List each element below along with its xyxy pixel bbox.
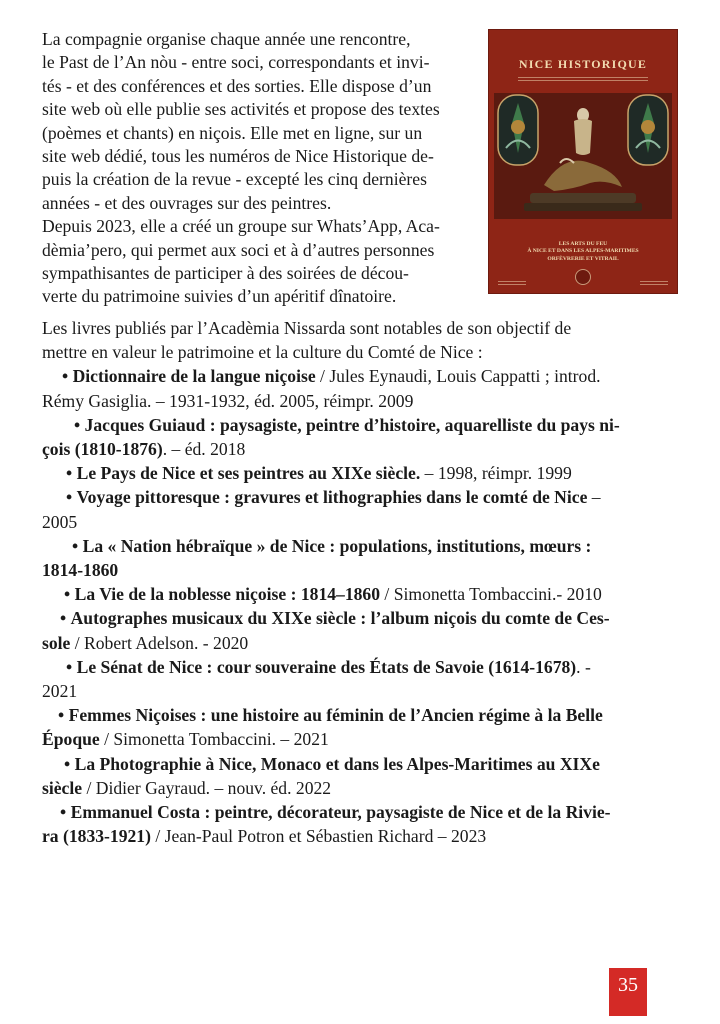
intro-line: puis la création de la revue - excepté les cinq dernières xyxy=(42,169,427,190)
book-title: La Photographie à Nice, Monaco et dans les Alpes-Maritimes au XIXe xyxy=(74,753,600,774)
book-entry-line xyxy=(42,437,678,461)
bullet: • xyxy=(66,463,73,484)
book-title: La « Nation hébraïque » de Nice : populations, institutions, mœurs : xyxy=(82,535,592,556)
book-entry xyxy=(42,461,678,485)
book-entry-line xyxy=(42,679,678,703)
cover-theme xyxy=(496,241,670,263)
intro-line: années - et des ouvrages sur des peintres. xyxy=(42,192,332,213)
book-entry-line xyxy=(42,752,678,776)
bullet: • xyxy=(60,608,67,629)
book-entry xyxy=(42,364,678,412)
intro-paragraph xyxy=(42,28,454,309)
book-title-continued: sole xyxy=(42,632,71,653)
book-details: / Jean-Paul Potron et Sébastien Richard – 2023 xyxy=(150,826,487,847)
book-entry-line xyxy=(42,510,678,534)
intro-line: site web dédié, tous les numéros de Nice Historique de- xyxy=(42,146,434,167)
book-details: . – éd. 2018 xyxy=(162,439,246,460)
book-title-continued: ra (1833-1921) xyxy=(42,826,151,847)
book-entry xyxy=(42,606,678,654)
bullet: • xyxy=(74,414,81,435)
cover-footer-right xyxy=(640,281,668,285)
intro-line: le Past de l’An nòu - entre soci, correspondants et invi- xyxy=(42,52,430,73)
cover-artwork xyxy=(494,93,672,219)
book-title-continued: Époque xyxy=(42,729,100,750)
book-title: Autographes musicaux du XIXe siècle : l’album niçois du comte de Ces- xyxy=(70,608,610,629)
intro-line: (poèmes et chants) en niçois. Elle met en ligne, sur un xyxy=(42,122,423,143)
book-details: 2021 xyxy=(42,681,78,702)
cover-seal xyxy=(575,269,591,285)
intro-line: verte du patrimoine suivies d’un apéritif dînatoire. xyxy=(42,286,397,307)
book-entry xyxy=(42,413,678,461)
publications-intro-line: mettre en valeur le patrimoine et la culture du Comté de Nice : xyxy=(42,342,483,363)
book-details: . - xyxy=(576,656,591,677)
book-entry xyxy=(42,752,678,800)
book-title: Dictionnaire de la langue niçoise xyxy=(72,366,316,387)
book-entry-line xyxy=(42,364,678,388)
book-entry-line xyxy=(42,413,678,437)
book-title: Femmes Niçoises : une histoire au féminin de l’Ancien régime à la Belle xyxy=(68,705,603,726)
intro-line: Depuis 2023, elle a créé un groupe sur Whats’App, Aca- xyxy=(42,216,440,237)
cover-theme-line: ORFÈVRERIE ET VITRAIL xyxy=(547,255,619,262)
book-title: Emmanuel Costa : peintre, décorateur, paysagiste de Nice et de la Rivie- xyxy=(70,802,611,823)
book-entry-line xyxy=(42,485,678,509)
book-entry-line xyxy=(42,824,678,848)
bullet: • xyxy=(72,535,79,556)
book-details: / Simonetta Tombaccini.- 2010 xyxy=(380,584,602,605)
book-entry-line xyxy=(42,461,678,485)
book-details: Rémy Gasiglia. – 1931-1932, éd. 2005, réimpr. 2009 xyxy=(42,390,414,411)
book-details: / Robert Adelson. - 2020 xyxy=(70,632,249,653)
bullet: • xyxy=(66,656,73,677)
cover-theme-line: LES ARTS DU FEU xyxy=(558,241,608,247)
bullet: • xyxy=(64,584,71,605)
intro-line: La compagnie organise chaque année une rencontre, xyxy=(42,29,411,49)
bullet: • xyxy=(60,802,67,823)
book-entry-line xyxy=(42,800,678,824)
bullet: • xyxy=(66,487,73,508)
bullet: • xyxy=(58,705,65,726)
book-details: – xyxy=(587,487,601,508)
intro-line: site web où elle publie ses activités et propose des textes xyxy=(42,99,440,120)
book-details: / Jules Eynaudi, Louis Cappatti ; introd. xyxy=(315,366,601,387)
book-entry-line xyxy=(42,727,678,751)
book-details: – 1998, réimpr. 1999 xyxy=(420,463,572,484)
book-entry-line xyxy=(42,582,678,606)
book-entry xyxy=(42,582,678,606)
book-title-continued: çois (1810-1876) xyxy=(42,439,163,460)
cover-theme-line: À NICE ET DANS LES ALPES-MARITIMES xyxy=(527,248,639,255)
intro-line: tés - et des conférences et des sorties. Elle dispose d’un xyxy=(42,75,432,96)
book-title: Jacques Guiaud : paysagiste, peintre d’histoire, aquarelliste du pays ni- xyxy=(84,414,620,435)
publications-section xyxy=(42,316,678,848)
book-list xyxy=(42,364,678,848)
book-entry xyxy=(42,534,678,582)
book-entry xyxy=(42,703,678,751)
page-number: 35 xyxy=(609,968,647,1016)
book-entry-line xyxy=(42,606,678,630)
intro-line: dèmia’pero, qui permet aux soci et à d’autres personnes xyxy=(42,239,435,260)
book-details: 2005 xyxy=(42,511,78,532)
bullet: • xyxy=(64,753,71,774)
book-entry xyxy=(42,800,678,848)
book-details: / Simonetta Tombaccini. – 2021 xyxy=(99,729,329,750)
nice-historique-cover-image xyxy=(488,29,678,294)
bullet: • xyxy=(62,366,69,387)
book-entry-line xyxy=(42,631,678,655)
book-title-continued: siècle xyxy=(42,777,83,798)
book-entry-line xyxy=(42,534,678,558)
cover-subtitle-lines xyxy=(518,75,648,83)
book-title: Voyage pittoresque : gravures et lithographies dans le comté de Nice xyxy=(76,487,588,508)
book-entry xyxy=(42,485,678,533)
book-entry-line xyxy=(42,389,678,413)
cover-title: NICE HISTORIQUE xyxy=(518,57,648,71)
book-title: La Vie de la noblesse niçoise : 1814–1860 xyxy=(74,584,381,605)
book-entry-line xyxy=(42,558,678,582)
publications-intro-line: Les livres publiés par l’Acadèmia Nissarda sont notables de son objectif de xyxy=(42,318,572,338)
book-title: Le Sénat de Nice : cour souveraine des États de Savoie (1614-1678) xyxy=(76,656,577,677)
book-entry-line xyxy=(42,776,678,800)
book-entry-line xyxy=(42,655,678,679)
book-entry-line xyxy=(42,703,678,727)
intro-line: sympathisantes de participer à des soirées de décou- xyxy=(42,263,409,284)
cover-footer-left xyxy=(498,281,526,285)
book-title: Le Pays de Nice et ses peintres au XIXe siècle. xyxy=(76,463,421,484)
publications-intro xyxy=(42,316,678,364)
book-title-continued: 1814-1860 xyxy=(42,560,119,581)
book-details: / Didier Gayraud. – nouv. éd. 2022 xyxy=(82,777,332,798)
book-entry xyxy=(42,655,678,703)
